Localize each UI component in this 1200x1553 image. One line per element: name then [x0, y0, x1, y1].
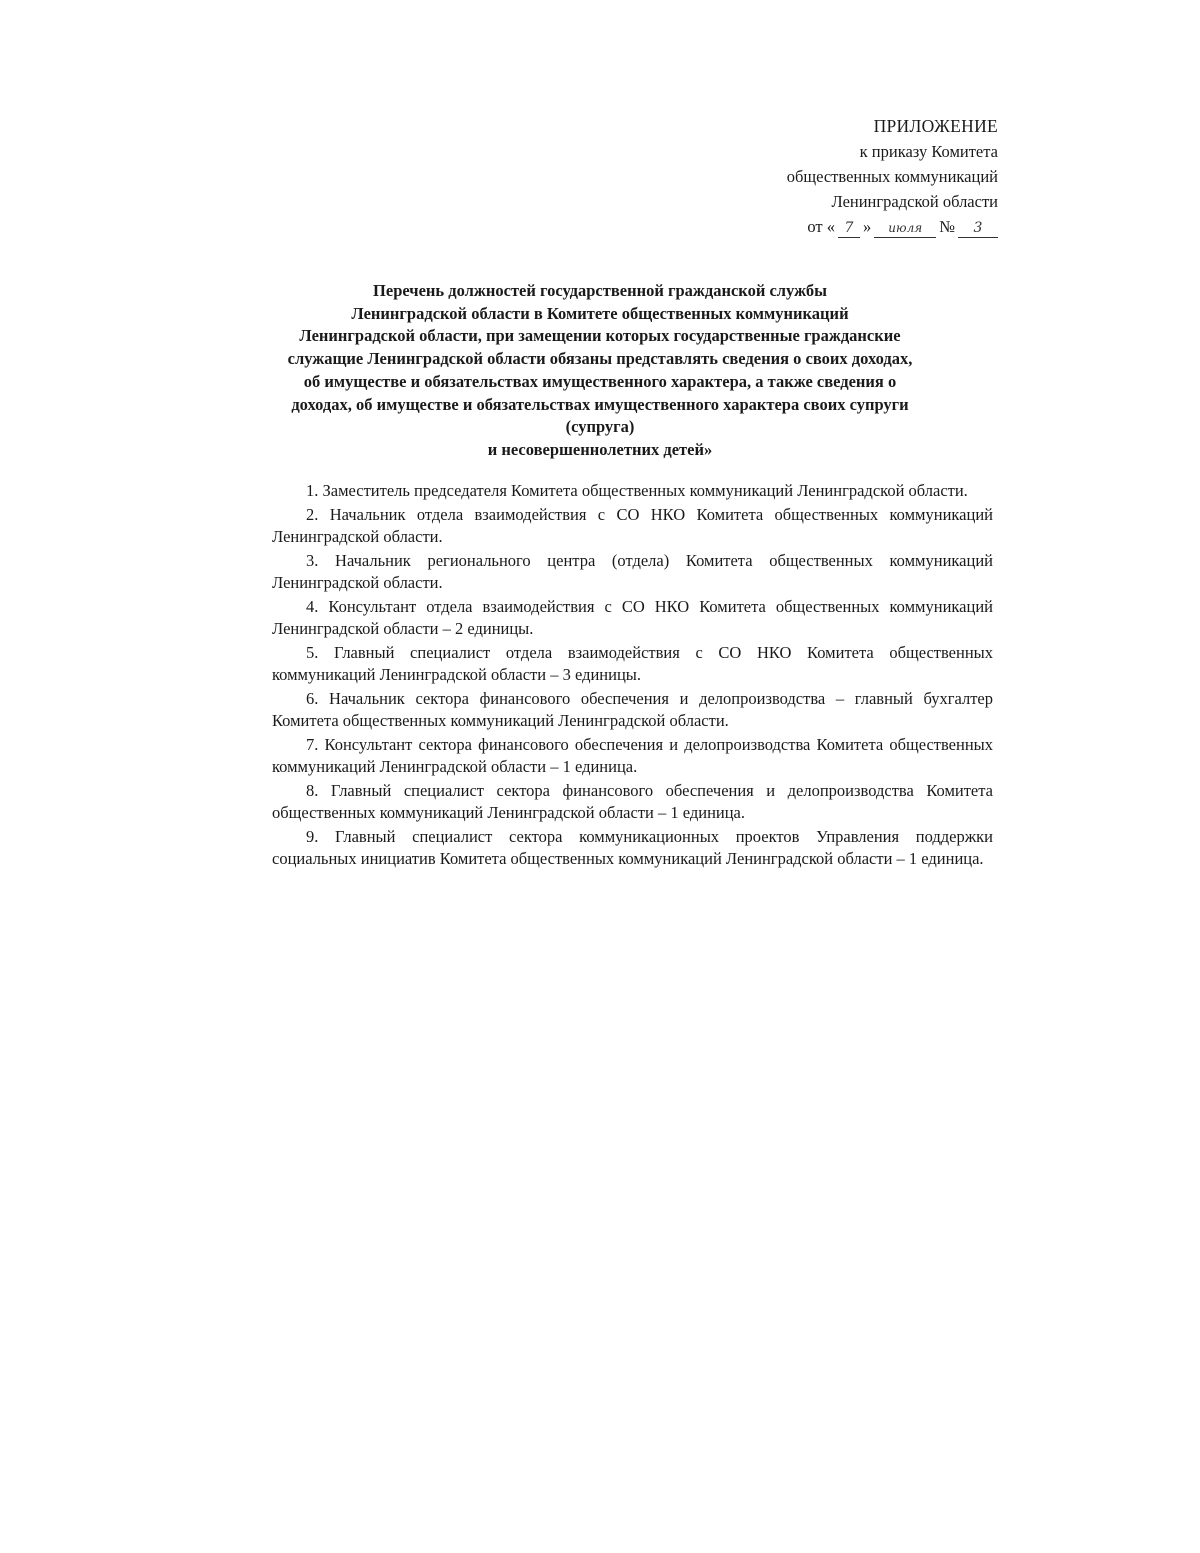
document-heading	[200, 280, 1000, 462]
appendix-title: ПРИЛОЖЕНИЕ	[873, 116, 998, 136]
heading-line: (супруга)	[565, 417, 635, 437]
list-item: 9. Главный специалист сектора коммуникационных проектов Управления поддержки социальных инициатив Комитета общественных коммуникаций Ленинградской области – 1 единица.	[272, 826, 993, 868]
heading-line: доходах, об имуществе и обязательствах имущественного характера своих супруги	[291, 394, 909, 414]
list-item: 5. Главный специалист отдела взаимодействия с СО НКО Комитета общественных коммуникаций Ленинградской области – 3 единицы.	[272, 642, 993, 684]
list-item: 4. Консультант отдела взаимодействия с СО НКО Комитета общественных коммуникаций Ленинградской области – 2 единицы.	[272, 596, 993, 638]
list-item: 6. Начальник сектора финансового обеспечения и делопроизводства – главный бухгалтер Комитета общественных коммуникаций Ленинградской области.	[272, 688, 993, 730]
heading-line: и несовершеннолетних детей»	[487, 439, 713, 459]
date-prefix: от «	[807, 217, 835, 236]
number-sign: №	[939, 217, 955, 236]
list-item: 3. Начальник регионального центра (отдела) Комитета общественных коммуникаций Ленинградской области.	[272, 550, 993, 592]
heading-line: Перечень должностей государственной гражданской службы	[373, 281, 827, 300]
list-item: 2. Начальник отдела взаимодействия с СО НКО Комитета общественных коммуникаций Ленинградской области.	[272, 504, 993, 546]
heading-line: служащие Ленинградской области обязаны представлять сведения о своих доходах,	[287, 349, 913, 369]
order-date-line	[807, 214, 998, 239]
appendix-line: Ленинградской области	[831, 192, 998, 211]
list-item: 8. Главный специалист сектора финансового обеспечения и делопроизводства Комитета общественных коммуникаций Ленинградской области – 1 единица.	[272, 780, 993, 822]
appendix-line: к приказу Комитета	[859, 142, 998, 161]
handwritten-day: 7	[838, 219, 860, 238]
handwritten-month: июля	[874, 219, 936, 238]
positions-list	[272, 480, 993, 872]
appendix-line: общественных коммуникаций	[786, 167, 998, 186]
heading-line: об имуществе и обязательствах имущественного характера, а также сведения о	[303, 371, 897, 391]
appendix-block	[787, 114, 998, 239]
list-item: 1. Заместитель председателя Комитета общественных коммуникаций Ленинградской области.	[306, 481, 968, 500]
list-item: 7. Консультант сектора финансового обеспечения и делопроизводства Комитета общественных коммуникаций Ленинградской области – 1 единица.	[272, 734, 993, 776]
heading-line: Ленинградской области, при замещении которых государственные гражданские	[299, 326, 901, 346]
heading-line: Ленинградской области в Комитете общественных коммуникаций	[351, 303, 849, 323]
date-close-quote: »	[863, 217, 872, 236]
handwritten-number: 3	[958, 219, 998, 238]
